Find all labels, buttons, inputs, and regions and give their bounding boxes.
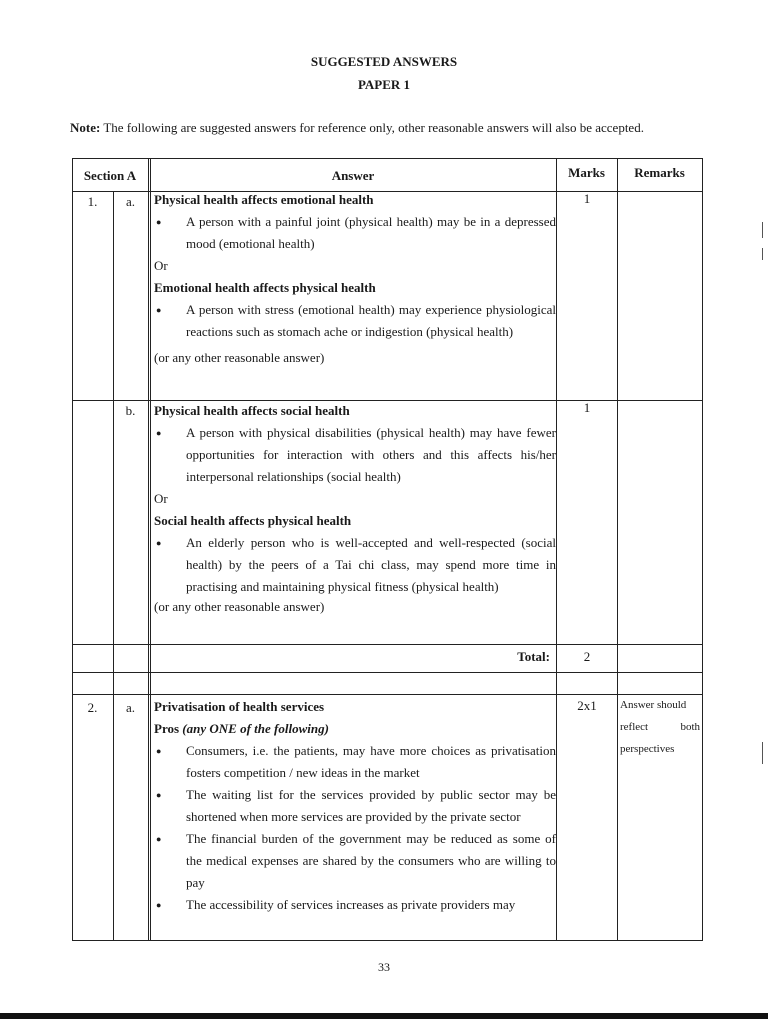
answer-bullet: ● An elderly person who is well-accepted and well-respected (social health) by the peers of a Tai chi class, may spend more time in practising and maintaining physical fitness (physical health) [154,532,556,598]
header-answer: Answer [331,168,375,183]
remark-line [620,716,700,738]
scan-mark [762,222,763,238]
answer-heading: Physical health affects emotional health [154,192,374,207]
total-label: Total: [517,649,550,664]
page-number: 33 [378,960,390,974]
other-answer: (or any other reasonable answer) [154,350,325,365]
part-label-1a: a. [125,194,136,209]
total-marks: 2 [583,649,591,664]
note-text: The following are suggested answers for reference only, other reasonable answers will also be accepted. [100,120,644,135]
remark-word: reflect [620,721,649,733]
header-section: Section A [83,168,137,183]
part-label-2a: a. [125,700,136,715]
remark-line: perspectives [620,743,675,755]
scan-mark [762,742,763,764]
answer-heading: Privatisation of health services [154,699,325,714]
answer-table [72,158,703,941]
marks-1a: 1 [583,191,591,206]
question-number-2: 2. [87,700,98,715]
answer-heading: Physical health affects social health [154,403,350,418]
pros-line [154,718,556,740]
answer-bullet: ● The financial burden of the government may be reduced as some of the medical expenses are shared by the consumers who are willing to pay [154,828,556,894]
answer-bullet: ● The waiting list for the services provided by public sector may be shortened when more services are provided by the private sector [154,784,556,828]
remarks-2a [620,694,700,760]
page-subtitle: PAPER 1 [357,77,411,92]
marks-1b: 1 [583,400,591,415]
remark-word: both [680,721,700,733]
header-marks: Marks [568,165,605,180]
answer-1b [154,400,556,616]
part-label-1b: b. [125,403,136,418]
scan-mark [762,248,763,260]
scan-edge-bar [0,1013,768,1019]
marks-2a: 2x1 [577,698,597,713]
answer-heading: Social health affects physical health [154,513,352,528]
answer-bullet: ● The accessibility of services increases as private providers may [154,894,556,916]
pros-note: (any ONE of the following) [182,721,329,736]
question-number-1: 1. [87,194,98,209]
note-label: Note: [70,120,101,135]
answer-2a [154,696,556,916]
header-remarks: Remarks [634,165,685,180]
answer-1a [154,189,556,369]
remark-line: Answer should [620,699,687,711]
note [70,120,644,136]
answer-bullet: ● A person with physical disabilities (physical health) may have fewer opportunities for interaction with others and this affects his/her interpersonal relationships (social health) [154,422,556,488]
or-text: Or [154,258,168,273]
answer-bullet: ● A person with a painful joint (physical health) may be in a depressed mood (emotional health) [154,211,556,255]
answer-heading: Emotional health affects physical health [154,280,376,295]
answer-bullet: ● A person with stress (emotional health) may experience physiological reactions such as stomach ache or indigestion (physical health) [154,299,556,343]
or-text: Or [154,491,168,506]
pros-label: Pros [154,721,180,736]
other-answer: (or any other reasonable answer) [154,599,325,614]
page-title: SUGGESTED ANSWERS [310,54,458,69]
answer-bullet: ● Consumers, i.e. the patients, may have more choices as privatisation fosters competition / new ideas in the market [154,740,556,784]
